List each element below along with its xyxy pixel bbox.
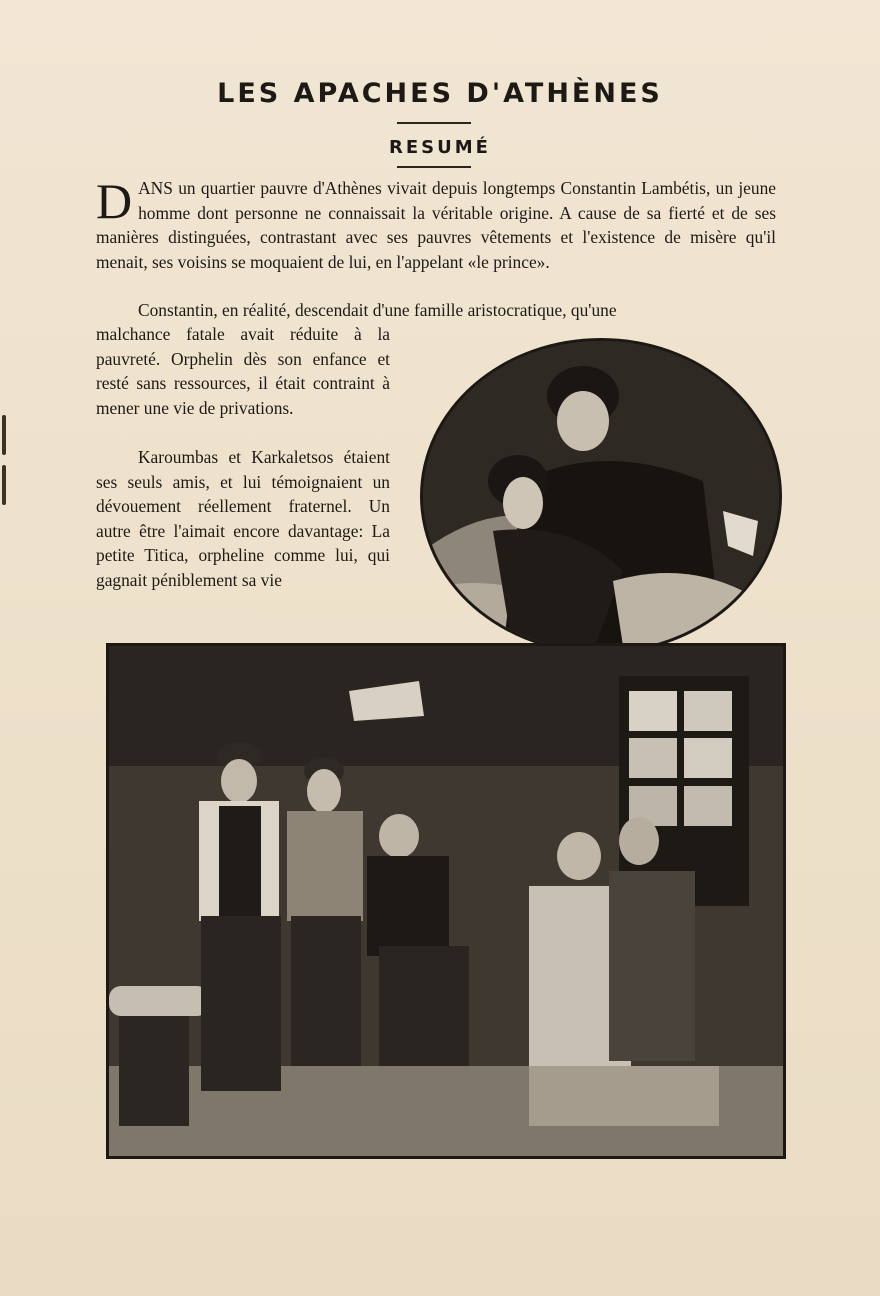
paragraph-1 (96, 173, 776, 274)
paragraph-2-first-line: Constantin, en réalité, descendait d'une famille aristocratique, qu'une (138, 300, 617, 320)
binding-mark (2, 415, 6, 455)
scene-photo-illustration (109, 646, 783, 1156)
binding-mark (2, 465, 6, 505)
circular-photo-illustration (423, 341, 779, 651)
paragraph-2: malchance fatale avait réduite à la pauvreté. Orphelin dès son enfance et resté sans ressources, il était contraint à mener une vie de privations. (96, 324, 390, 418)
scene-photo (106, 643, 786, 1159)
drop-cap: D (96, 173, 133, 229)
title-rule (397, 122, 471, 124)
subtitle-rule (397, 166, 471, 168)
paragraph-1-text: ANS un quartier pauvre d'Athènes vivait depuis longtemps Constantin Lambétis, un jeune homme dont personne ne connaissait la véritable origine. A cause de sa fierté et de ses manières distinguées, contrastant avec ses pauvres vêtements et l'existence de misère qu'il menait, ses voisins se moquaient de lui, en l'appelant «le prince». (96, 178, 776, 272)
page-subtitle: RESUMÉ (389, 137, 491, 158)
page-title: LES APACHES D'ATHÈNES (217, 78, 663, 109)
paragraph-3: Karoumbas et Karkaletsos étaient ses seuls amis, et lui témoignaient un dévouement réellement fraternel. Un autre être l'aimait encore davantage: La petite Titica, orpheline comme lui, qui gagnait péniblement sa vie (96, 447, 390, 590)
circular-photo (420, 338, 782, 654)
